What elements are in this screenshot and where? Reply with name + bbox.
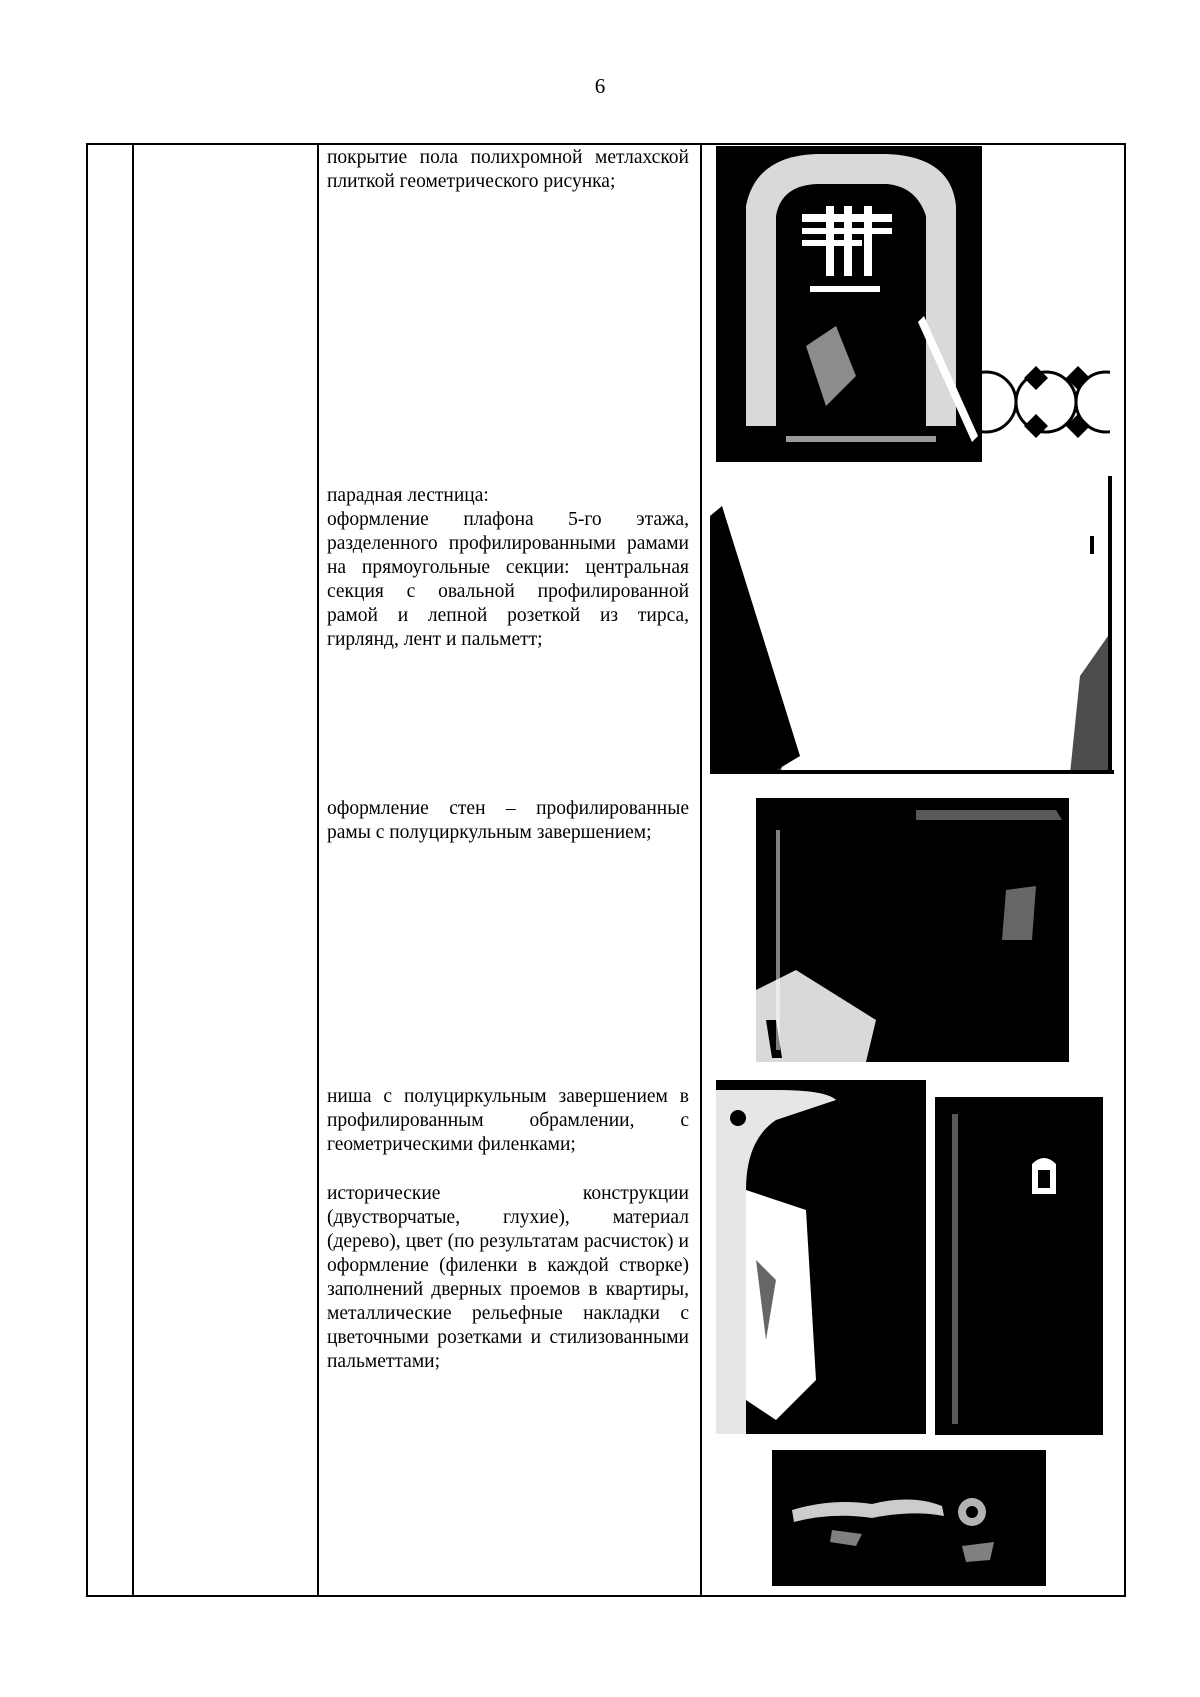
tile-pattern: [982, 340, 1110, 464]
entry-text: покрытие пола полихромной метлахской плиткой геометрического рисунка;: [327, 147, 689, 192]
entry-floor-tiles: [327, 146, 689, 194]
entry-doors: [327, 1182, 689, 1374]
photo-door-overlay: [772, 1450, 1046, 1586]
column-divider-2: [317, 143, 319, 1597]
entry-text: оформление плафона 5-го этажа, разделенного профилированными рамами на прямоугольные секции: центральная секция с овальной профилированной рамой и лепной розеткой из тирса, гирлянд, лент и пальметт;: [327, 509, 689, 650]
photo-staircase-walls: [756, 790, 1072, 1062]
photo-ceiling-plafond: [710, 476, 1114, 774]
entry-walls: [327, 797, 689, 845]
entry-main-staircase: [327, 484, 689, 652]
entry-niche: [327, 1085, 689, 1157]
entry-text: ниша с полуциркульным завершением в профилированным обрамлении, с геометрическими филенками;: [327, 1086, 689, 1155]
entry-heading: парадная лестница:: [327, 485, 489, 506]
entry-text: исторические конструкции (двустворчатые, глухие), материал (дерево), цвет (по результатам расчисток) и оформление (филенки в каждой створке) заполнений дверных проемов в квартиры, металлические рельефные накладки с цветочными розетками и стилизованными пальметтами;: [327, 1183, 689, 1372]
entry-text: оформление стен – профилированные рамы с полуциркульным завершением;: [327, 798, 689, 843]
photo-apartment-door: [932, 1094, 1106, 1438]
photo-niche: [716, 1080, 926, 1438]
photo-hallway-floor: [716, 146, 982, 462]
column-divider-1: [132, 143, 134, 1597]
column-divider-3: [700, 143, 702, 1597]
page-number: 6: [594, 74, 606, 98]
